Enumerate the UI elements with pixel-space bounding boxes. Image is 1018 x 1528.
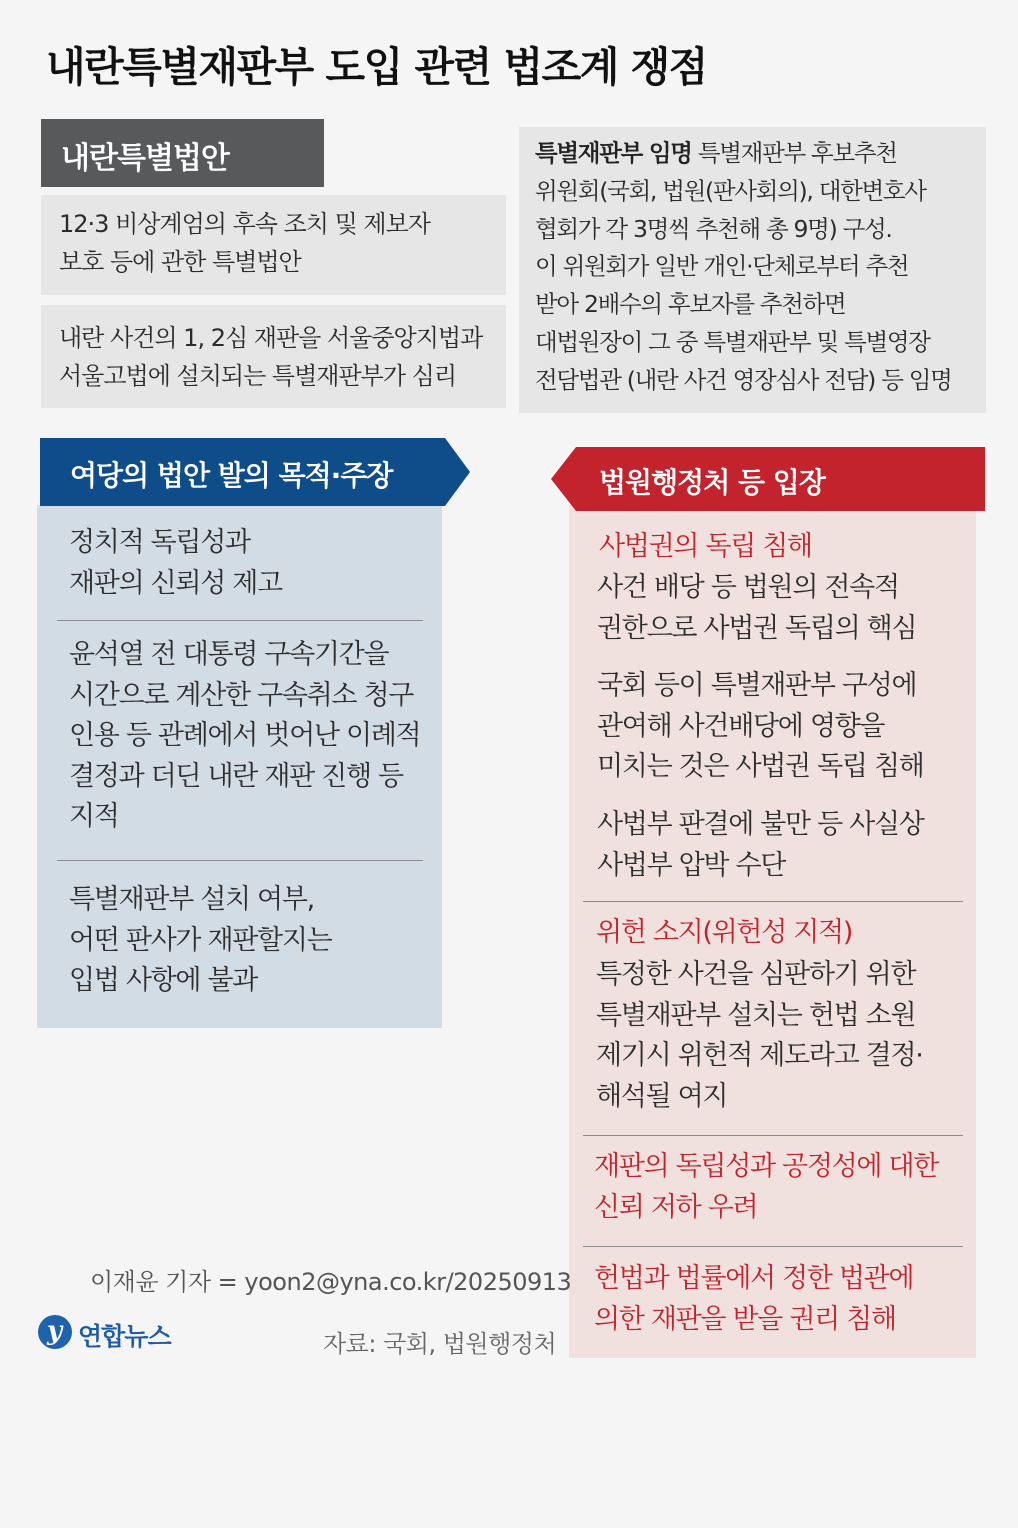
ruling-party-banner bbox=[40, 438, 470, 506]
court-section-title: 사법권의 독립 침해 bbox=[599, 531, 812, 562]
law-trial-box bbox=[41, 305, 506, 408]
law-trial-line: 서울고법에 설치되는 특별재판부가 심리 bbox=[59, 362, 457, 390]
reporter-credit: 이재윤 기자 = yoon2@yna.co.kr/20250913 bbox=[90, 1268, 572, 1296]
appointment-box bbox=[519, 127, 986, 413]
appointment-line: 받아 2배수의 후보자를 추천하면 bbox=[535, 290, 846, 319]
divider bbox=[57, 620, 423, 621]
appointment-line: 대법원장이 그 중 특별재판부 및 특별영장 bbox=[535, 327, 930, 356]
ruling-point: 특별재판부 설치 여부, 어떤 판사가 재판할지는 입법 사항에 불과 bbox=[69, 884, 332, 996]
ruling-party-panel bbox=[37, 505, 442, 1028]
divider bbox=[57, 860, 423, 861]
court-section-title: 헌법과 법률에서 정한 법관에 의한 재판을 받을 권리 침해 bbox=[594, 1263, 914, 1335]
ruling-party-header: 여당의 법안 발의 목적·주장 bbox=[70, 459, 393, 492]
divider bbox=[583, 901, 963, 902]
law-header: 내란특별법안 bbox=[41, 119, 324, 187]
appointment-line: 이 위원회가 일반 개인·단체로부터 추천 bbox=[535, 252, 909, 281]
court-admin-panel bbox=[569, 505, 976, 1358]
divider bbox=[583, 1246, 963, 1247]
yonhap-logo-name: 연합뉴스 bbox=[78, 1322, 171, 1351]
court-paragraph: 사법부 판결에 불만 등 사실상 사법부 압박 수단 bbox=[597, 809, 924, 881]
appointment-label: 특별재판부 임명 bbox=[535, 139, 692, 167]
appointment-line: 특별재판부 임명 특별재판부 후보추천 bbox=[535, 139, 897, 167]
law-description-box bbox=[41, 195, 506, 295]
law-trial-line: 내란 사건의 1, 2심 재판을 서울중앙지법과 bbox=[59, 324, 483, 352]
court-section-title: 재판의 독립성과 공정성에 대한 신뢰 저하 우려 bbox=[594, 1151, 939, 1223]
law-description-line: 보호 등에 관한 특별법안 bbox=[59, 248, 301, 276]
appointment-line: 위원회(국회, 법원(판사회의), 대한변호사 bbox=[535, 176, 926, 205]
court-paragraph: 국회 등이 특별재판부 구성에 관여해 사건배당에 영향을 미치는 것은 사법권 독립 침해 bbox=[597, 670, 924, 782]
divider bbox=[583, 1135, 963, 1136]
appointment-line: 협회가 각 3명씩 추천해 총 9명) 구성. bbox=[535, 214, 892, 243]
court-section-title: 위헌 소지(위헌성 지적) bbox=[596, 917, 853, 948]
court-paragraph: 특정한 사건을 심판하기 위한 특별재판부 설치는 헌법 소원 제기시 위헌적 제도라고 결정· 해석될 여지 bbox=[596, 959, 923, 1112]
court-admin-banner bbox=[551, 447, 985, 511]
ruling-point: 정치적 독립성과 재판의 신뢰성 제고 bbox=[69, 527, 282, 599]
ruling-point: 윤석열 전 대통령 구속기간을 시간으로 계산한 구속취소 청구 인용 등 관례에서 벗어난 이례적 결정과 더딘 내란 재판 진행 등 지적 bbox=[69, 639, 421, 832]
appointment-line: 전담법관 (내란 사건 영장심사 전담) 등 임명 bbox=[535, 365, 952, 394]
yonhap-logo-icon: y bbox=[38, 1315, 72, 1349]
source-note: 자료: 국회, 법원행정처 bbox=[323, 1330, 557, 1358]
page-title: 내란특별재판부 도입 관련 법조계 쟁점 bbox=[46, 43, 707, 91]
law-description-line: 12·3 비상계엄의 후속 조치 및 제보자 bbox=[59, 210, 430, 238]
court-paragraph: 사건 배당 등 법원의 전속적 권한으로 사법권 독립의 핵심 bbox=[597, 572, 917, 644]
yonhap-logo bbox=[38, 1313, 188, 1357]
court-admin-header: 법원행정처 등 입장 bbox=[599, 466, 825, 499]
